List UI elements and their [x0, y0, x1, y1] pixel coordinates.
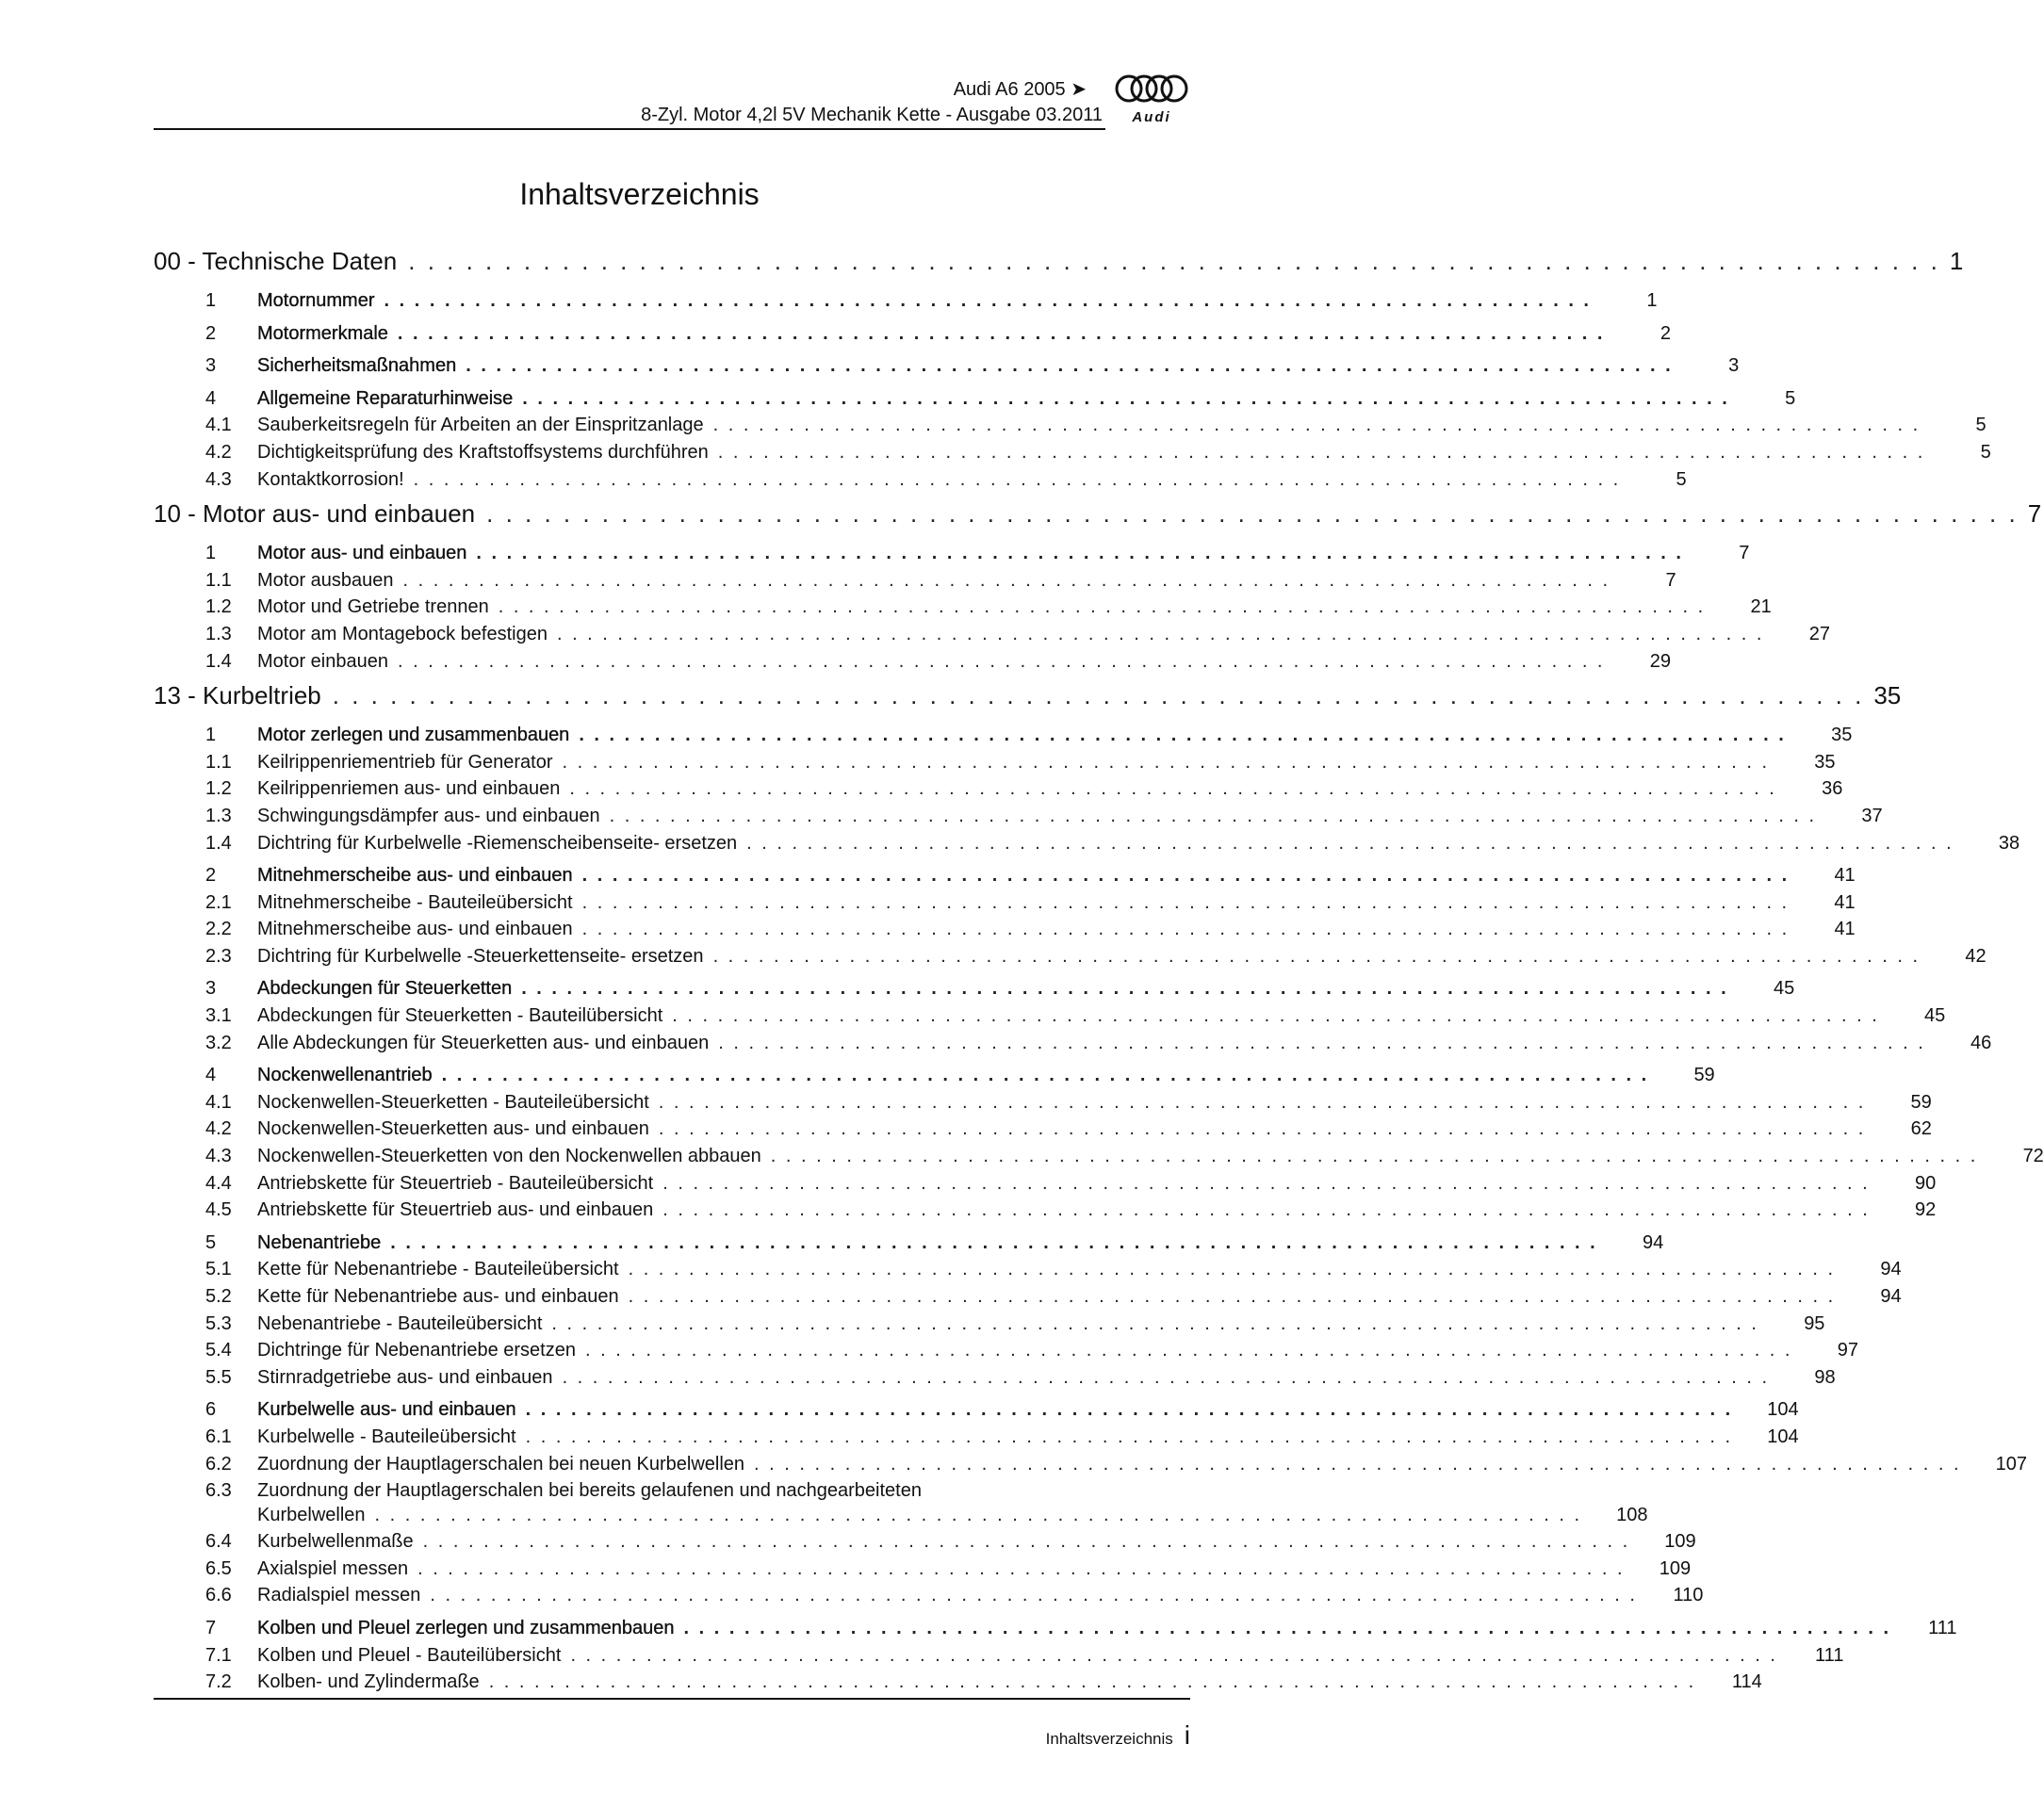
entry-page: 104: [1767, 1399, 1799, 1421]
dot-leader: . . . . . . . . . . . . . . . . . . . . . . . . . . . . . . . . . . . . . . . . . . . . . . . . . . . . . . . . . . . . . . . . . . . . . . . . . . . . . . . .: [384, 290, 1592, 311]
entry-title: Dichtring für Kurbelwelle -Riemenscheibenseite- ersetzen: [257, 832, 738, 854]
dot-leader: . . . . . . . . . . . . . . . . . . . . . . . . . . . . . . . . . . . . . . . . . . . . . . . . . . . . . . . . . . . . . . . . . . . . . . . . . . . . . . . .: [562, 751, 1770, 773]
entry-page: 111: [1815, 1644, 1844, 1666]
dot-leader: . . . . . . . . . . . . . . . . . . . . . . . . . . . . . . . . . . . . . . . . . . . . . . . . . . . . . . . . . . . . . . . . . . . . . . . . . . . . . . . .: [556, 623, 1764, 644]
entry-page: 36: [1822, 778, 1843, 800]
entry-number: 5.1: [205, 1259, 232, 1280]
entry-number: 6.1: [205, 1426, 232, 1447]
entry-number: 4.1: [205, 415, 232, 436]
entry-title: Schwingungsdämpfer aus- und einbauen: [257, 805, 600, 826]
entry-page: 29: [1649, 650, 1671, 672]
chapter-page: 7: [2027, 499, 2042, 529]
toc-entry[interactable]: [154, 778, 1843, 806]
toc-entry[interactable]: [154, 1005, 1946, 1033]
entry-page: 2: [1660, 322, 1671, 344]
dot-leader: . . . . . . . . . . . . . . . . . . . . . . . . . . . . . . . . . . . . . . . . . . . . . . . . . . . . . . . . . . . . . . . . . . . . . . . . . . . . . . . .: [579, 725, 1787, 746]
entry-title: Sauberkeitsregeln für Arbeiten an der Einspritzanlage: [257, 415, 704, 436]
entry-number: 1.4: [205, 832, 232, 854]
table-of-contents: [154, 247, 2044, 1699]
entry-number: 7.1: [205, 1644, 232, 1666]
dot-leader: . . . . . . . . . . . . . . . . . . . . . . . . . . . . . . . . . . . . . . . . . . . . . . . . . . . . . . . . . . . . . . . . . . . . . . . . . . . . . . . .: [521, 978, 1729, 1000]
toc-section[interactable]: [154, 322, 1671, 350]
entry-number: 5.5: [205, 1366, 232, 1388]
entry-number: 4: [205, 387, 217, 409]
toc-entry[interactable]: [154, 832, 2020, 860]
dot-leader: . . . . . . . . . . . . . . . . . . . . . . . . . . . . . . . . . . . . . . . . . . . . . . . . . . . . . . . . . . . . . . . . . . . . . . . . . . . . . . . .: [417, 1557, 1626, 1579]
entry-number: 7.2: [205, 1671, 232, 1693]
entry-page: 90: [1914, 1172, 1937, 1194]
entry-page: 62: [1910, 1118, 1932, 1140]
toc-section[interactable]: [154, 355, 1740, 383]
dot-leader: . . . . . . . . . . . . . . . . . . . . . . . . . . . . . . . . . . . . . . . . . . . . . . . . . . . . . . . . . . . . . . . . . . . . . . . . . . . . . . . .: [628, 1286, 1836, 1307]
toc-entry[interactable]: [154, 415, 1987, 442]
dot-leader: . . . . . . . . . . . . . . . . . . . . . . . . . . . . . . . . . . . . . . . . . . . . . . . . . . . . . . . . . . . . . . . . . . . . . . . . . . . . . . . .: [408, 247, 1940, 275]
toc-entry[interactable]: [154, 468, 1687, 497]
dot-leader: . . . . . . . . . . . . . . . . . . . . . . . . . . . . . . . . . . . . . . . . . . . . . . . . . . . . . . . . . . . . . . . . . . . . . . . . . . . . . . . .: [609, 805, 1817, 826]
toc-chapter[interactable]: [154, 499, 2042, 537]
dot-leader: . . . . . . . . . . . . . . . . . . . . . . . . . . . . . . . . . . . . . . . . . . . . . . . . . . . . . . . . . . . . . . . . . . . . . . . . . . . . . . . .: [712, 945, 1921, 967]
entry-page: 3: [1728, 355, 1740, 377]
dot-leader: . . . . . . . . . . . . . . . . . . . . . . . . . . . . . . . . . . . . . . . . . . . . . . . . . . . . . . . . . . . . . . . . . . . . . . . . . . . . . . . .: [374, 1505, 1582, 1526]
chapter-title: 10 - Motor aus- und einbauen: [154, 499, 476, 529]
entry-page: 21: [1750, 596, 1772, 618]
toc-entry[interactable]: [154, 1480, 1648, 1531]
entry-page: 94: [1642, 1231, 1664, 1253]
toc-entry[interactable]: [154, 1118, 1932, 1146]
entry-title: Keilrippenriemen aus- und einbauen: [257, 778, 561, 800]
entry-page: 45: [1773, 978, 1795, 1000]
entry-page: 111: [1928, 1617, 1957, 1638]
header-model: Audi A6 2005 ➤: [953, 79, 1087, 100]
dot-leader: . . . . . . . . . . . . . . . . . . . . . . . . . . . . . . . . . . . . . . . . . . . . . . . . . . . . . . . . . . . . . . . . . . . . . . . . . . . . . . . .: [332, 681, 1865, 710]
dot-leader: . . . . . . . . . . . . . . . . . . . . . . . . . . . . . . . . . . . . . . . . . . . . . . . . . . . . . . . . . . . . . . . . . . . . . . . . . . . . . . . .: [413, 468, 1621, 490]
audi-rings-icon: [1113, 72, 1190, 106]
toc-section[interactable]: [154, 1399, 1799, 1426]
dot-leader: . . . . . . . . . . . . . . . . . . . . . . . . . . . . . . . . . . . . . . . . . . . . . . . . . . . . . . . . . . . . . . . . . . . . . . . . . . . . . . . .: [402, 569, 1611, 591]
entry-title: Kontaktkorrosion!: [257, 468, 404, 490]
entry-number: 3.1: [205, 1005, 232, 1027]
toc-entry[interactable]: [154, 1671, 1762, 1699]
entry-number: 5.3: [205, 1312, 232, 1334]
header-subtitle: 8-Zyl. Motor 4,2l 5V Mechanik Kette - Ausgabe 03.2011: [641, 105, 1103, 125]
entry-number: 1: [205, 543, 217, 564]
entry-title: Stirnradgetriebe aus- und einbauen: [257, 1366, 553, 1388]
entry-number: 3.2: [205, 1032, 232, 1053]
entry-number: 2: [205, 865, 217, 887]
entry-number: 2.3: [205, 945, 232, 967]
toc-entry[interactable]: [154, 1340, 1858, 1367]
dot-leader: . . . . . . . . . . . . . . . . . . . . . . . . . . . . . . . . . . . . . . . . . . . . . . . . . . . . . . . . . . . . . . . . . . . . . . . . . . . . . . . .: [770, 1146, 1978, 1167]
toc-entry[interactable]: [154, 891, 1856, 920]
dot-leader: . . . . . . . . . . . . . . . . . . . . . . . . . . . . . . . . . . . . . . . . . . . . . . . . . . . . . . . . . . . . . . . . . . . . . . . . . . . . . . . .: [662, 1172, 1871, 1194]
entry-title: Abdeckungen für Steuerketten: [257, 978, 513, 1000]
entry-number: 3: [205, 355, 217, 377]
entry-title: Kolben- und Zylindermaße: [257, 1671, 480, 1693]
entry-page: 7: [1665, 569, 1676, 591]
dot-leader: . . . . . . . . . . . . . . . . . . . . . . . . . . . . . . . . . . . . . . . . . . . . . . . . . . . . . . . . . . . . . . . . . . . . . . . . . . . . . . . .: [569, 778, 1777, 800]
toc-section[interactable]: [154, 543, 1750, 570]
entry-number: 5.4: [205, 1340, 232, 1361]
toc-entry[interactable]: [154, 805, 1883, 833]
toc-entry[interactable]: [154, 1585, 1704, 1612]
entry-number: 1.1: [205, 569, 232, 591]
toc-chapter[interactable]: [154, 247, 1964, 285]
entry-number: 4.2: [205, 441, 232, 463]
entry-title: Kette für Nebenantriebe - Bauteileübersicht: [257, 1259, 619, 1280]
entry-page: 108: [1616, 1505, 1648, 1526]
entry-page: 107: [1995, 1453, 2028, 1475]
dot-leader: . . . . . . . . . . . . . . . . . . . . . . . . . . . . . . . . . . . . . . . . . . . . . . . . . . . . . . . . . . . . . . . . . . . . . . . . . . . . . . . .: [581, 891, 1790, 913]
toc-entry[interactable]: [154, 1557, 1692, 1586]
entry-number: 5.2: [205, 1286, 232, 1307]
entry-title: Kurbelwelle - Bauteileübersicht: [257, 1426, 516, 1447]
entry-title: Motor aus- und einbauen: [257, 543, 467, 564]
entry-number: 4.1: [205, 1091, 232, 1113]
entry-title: Mitnehmerscheibe aus- und einbauen: [257, 919, 573, 940]
toc-entry[interactable]: [154, 1366, 1836, 1394]
page-header: [154, 72, 1190, 128]
entry-title: Nockenwellen-Steuerketten von den Nockenwellen abbauen: [257, 1146, 761, 1167]
header-divider: [154, 128, 1105, 130]
toc-entry[interactable]: [154, 1199, 1937, 1227]
entry-title: Alle Abdeckungen für Steuerketten aus- und einbauen: [257, 1032, 710, 1053]
entry-title: Mitnehmerscheibe aus- und einbauen: [257, 865, 573, 887]
dot-leader: . . . . . . . . . . . . . . . . . . . . . . . . . . . . . . . . . . . . . . . . . . . . . . . . . . . . . . . . . . . . . . . . . . . . . . . . . . . . . . . .: [397, 322, 1605, 344]
toc-entry[interactable]: [154, 650, 1671, 678]
entry-page: 41: [1834, 865, 1856, 887]
toc-entry[interactable]: [154, 1531, 1696, 1558]
toc-entry[interactable]: [154, 1644, 1844, 1672]
dot-leader: . . . . . . . . . . . . . . . . . . . . . . . . . . . . . . . . . . . . . . . . . . . . . . . . . . . . . . . . . . . . . . . . . . . . . . . . . . . . . . . .: [672, 1005, 1880, 1027]
entry-title: Dichtringe für Nebenantriebe ersetzen: [257, 1340, 576, 1361]
entry-number: 4.4: [205, 1172, 232, 1194]
entry-number: 1.4: [205, 650, 232, 672]
entry-title: Nockenwellen-Steuerketten aus- und einbauen: [257, 1118, 649, 1140]
page-title: Inhaltsverzeichnis: [519, 177, 760, 211]
entry-page: 41: [1834, 919, 1856, 940]
entry-number: 4: [205, 1065, 217, 1086]
entry-page: 92: [1915, 1199, 1937, 1221]
entry-title: Motor einbauen: [257, 650, 388, 672]
toc-section[interactable]: [154, 725, 1853, 752]
entry-page: 27: [1808, 623, 1830, 644]
toc-entry[interactable]: [154, 751, 1836, 779]
toc-entry[interactable]: [154, 596, 1772, 624]
dot-leader: . . . . . . . . . . . . . . . . . . . . . . . . . . . . . . . . . . . . . . . . . . . . . . . . . . . . . . . . . . . . . . . . . . . . . . . . . . . . . . . .: [522, 387, 1730, 409]
toc-entry[interactable]: [154, 623, 1830, 651]
entry-page: 5: [1676, 468, 1687, 490]
entry-title: Zuordnung der Hauptlagerschalen bei neuen Kurbelwellen: [257, 1453, 745, 1475]
entry-title: Kolben und Pleuel - Bauteilübersicht: [257, 1644, 562, 1666]
entry-number: 1.1: [205, 751, 232, 773]
dot-leader: . . . . . . . . . . . . . . . . . . . . . . . . . . . . . . . . . . . . . . . . . . . . . . . . . . . . . . . . . . . . . . . . . . . . . . . . . . . . . . . .: [562, 1366, 1770, 1388]
entry-title: Motor zerlegen und zusammenbauen: [257, 725, 570, 746]
entry-page: 41: [1834, 891, 1856, 913]
footer-divider: [154, 1698, 1190, 1700]
entry-page: 97: [1837, 1340, 1858, 1361]
entry-title: Kette für Nebenantriebe aus- und einbauen: [257, 1286, 619, 1307]
entry-page: 59: [1910, 1091, 1932, 1113]
entry-title: Keilrippenriementrieb für Generator: [257, 751, 553, 773]
entry-page: 72: [2022, 1146, 2044, 1167]
entry-title: Abdeckungen für Steuerketten - Bauteilübersicht: [257, 1005, 663, 1027]
chapter-page: 35: [1873, 681, 1902, 710]
toc-section[interactable]: [154, 978, 1795, 1005]
entry-title: Nockenwellen-Steuerketten - Bauteileübersicht: [257, 1091, 649, 1113]
dot-leader: . . . . . . . . . . . . . . . . . . . . . . . . . . . . . . . . . . . . . . . . . . . . . . . . . . . . . . . . . . . . . . . . . . . . . . . . . . . . . . . .: [466, 355, 1674, 377]
entry-number: 6: [205, 1399, 217, 1421]
entry-title: Nebenantriebe: [257, 1231, 382, 1253]
entry-page: 98: [1814, 1366, 1836, 1388]
dot-leader: . . . . . . . . . . . . . . . . . . . . . . . . . . . . . . . . . . . . . . . . . . . . . . . . . . . . . . . . . . . . . . . . . . . . . . . . . . . . . . . .: [754, 1453, 1962, 1475]
entry-number: 6.6: [205, 1585, 232, 1606]
dot-leader: . . . . . . . . . . . . . . . . . . . . . . . . . . . . . . . . . . . . . . . . . . . . . . . . . . . . . . . . . . . . . . . . . . . . . . . . . . . . . . . .: [718, 1032, 1926, 1053]
entry-title: Motor und Getriebe trennen: [257, 596, 489, 618]
entry-title: Motor am Montagebock befestigen: [257, 623, 548, 644]
entry-page: 114: [1731, 1671, 1762, 1693]
dot-leader: . . . . . . . . . . . . . . . . . . . . . . . . . . . . . . . . . . . . . . . . . . . . . . . . . . . . . . . . . . . . . . . . . . . . . . . . . . . . . . . .: [584, 1340, 1792, 1361]
entry-title: Kurbelwelle aus- und einbauen: [257, 1399, 516, 1421]
dot-leader: . . . . . . . . . . . . . . . . . . . . . . . . . . . . . . . . . . . . . . . . . . . . . . . . . . . . . . . . . . . . . . . . . . . . . . . . . . . . . . . .: [658, 1091, 1866, 1113]
chapter-page: 1: [1949, 247, 1964, 275]
entry-number: 3: [205, 978, 217, 1000]
entry-title: Motor ausbauen: [257, 569, 394, 591]
entry-page: 59: [1693, 1065, 1715, 1086]
toc-section[interactable]: [154, 1231, 1664, 1260]
entry-title: Sicherheitsmaßnahmen: [257, 355, 457, 377]
entry-page: 38: [1998, 832, 2020, 854]
entry-page: 5: [1975, 415, 1987, 436]
entry-number: 7: [205, 1617, 217, 1638]
entry-number: 1.3: [205, 805, 232, 826]
entry-page: 95: [1804, 1312, 1825, 1334]
dot-leader: . . . . . . . . . . . . . . . . . . . . . . . . . . . . . . . . . . . . . . . . . . . . . . . . . . . . . . . . . . . . . . . . . . . . . . . . . . . . . . . .: [628, 1259, 1836, 1280]
entry-title: Dichtigkeitsprüfung des Kraftstoffsystems durchführen: [257, 441, 709, 463]
dot-leader: . . . . . . . . . . . . . . . . . . . . . . . . . . . . . . . . . . . . . . . . . . . . . . . . . . . . . . . . . . . . . . . . . . . . . . . . . . . . . . . .: [570, 1644, 1778, 1666]
entry-title: Kurbelwellenmaße: [257, 1531, 414, 1553]
entry-number: 5: [205, 1231, 217, 1253]
entry-number: 2.1: [205, 891, 232, 913]
toc-entry[interactable]: [154, 569, 1676, 597]
entry-page: 5: [1980, 441, 1991, 463]
entry-page: 7: [1739, 543, 1750, 564]
entry-page: 35: [1814, 751, 1836, 773]
dot-leader: . . . . . . . . . . . . . . . . . . . . . . . . . . . . . . . . . . . . . . . . . . . . . . . . . . . . . . . . . . . . . . . . . . . . . . . . . . . . . . . .: [488, 1671, 1696, 1693]
entry-title: Axialspiel messen: [257, 1557, 409, 1579]
entry-number: 6.3: [205, 1480, 232, 1502]
audi-logo: [1113, 72, 1190, 128]
entry-number: 1: [205, 290, 217, 311]
page-footer: [1046, 1720, 1190, 1751]
dot-leader: . . . . . . . . . . . . . . . . . . . . . . . . . . . . . . . . . . . . . . . . . . . . . . . . . . . . . . . . . . . . . . . . . . . . . . . . . . . . . . . .: [525, 1426, 1733, 1447]
entry-number: 4.3: [205, 1146, 232, 1167]
entry-page: 1: [1646, 290, 1658, 311]
dot-leader: . . . . . . . . . . . . . . . . . . . . . . . . . . . . . . . . . . . . . . . . . . . . . . . . . . . . . . . . . . . . . . . . . . . . . . . . . . . . . . . .: [498, 596, 1706, 618]
toc-entry[interactable]: [154, 1259, 1902, 1286]
dot-leader: . . . . . . . . . . . . . . . . . . . . . . . . . . . . . . . . . . . . . . . . . . . . . . . . . . . . . . . . . . . . . . . . . . . . . . . . . . . . . . . .: [422, 1531, 1630, 1553]
audi-logo-text: Audi: [1132, 109, 1171, 125]
dot-leader: . . . . . . . . . . . . . . . . . . . . . . . . . . . . . . . . . . . . . . . . . . . . . . . . . . . . . . . . . . . . . . . . . . . . . . . . . . . . . . . .: [662, 1199, 1871, 1221]
toc-entry[interactable]: [154, 919, 1856, 946]
toc-entry[interactable]: [154, 1312, 1825, 1341]
entry-title-continued: Kurbelwellen: [257, 1505, 366, 1526]
entry-page: 94: [1880, 1286, 1902, 1307]
entry-number: 2: [205, 322, 217, 344]
entry-title: Mitnehmerscheibe - Bauteileübersicht: [257, 891, 573, 913]
entry-number: 4.5: [205, 1199, 232, 1221]
toc-section[interactable]: [154, 865, 1856, 892]
chapter-title: 13 - Kurbeltrieb: [154, 681, 321, 710]
chapter-title: 00 - Technische Daten: [154, 247, 398, 275]
entry-number: 1.2: [205, 778, 232, 800]
dot-leader: . . . . . . . . . . . . . . . . . . . . . . . . . . . . . . . . . . . . . . . . . . . . . . . . . . . . . . . . . . . . . . . . . . . . . . . . . . . . . . . .: [476, 543, 1684, 564]
entry-number: 1: [205, 725, 217, 746]
entry-page: 109: [1659, 1557, 1692, 1579]
entry-title: Radialspiel messen: [257, 1585, 421, 1606]
dot-leader: . . . . . . . . . . . . . . . . . . . . . . . . . . . . . . . . . . . . . . . . . . . . . . . . . . . . . . . . . . . . . . . . . . . . . . . . . . . . . . . .: [746, 832, 1954, 854]
entry-title: Allgemeine Reparaturhinweise: [257, 387, 514, 409]
entry-number: 6.5: [205, 1557, 232, 1579]
toc-entry[interactable]: [154, 945, 1987, 973]
entry-title: Zuordnung der Hauptlagerschalen bei bereits gelaufenen und nachgearbeiteten: [257, 1480, 922, 1502]
dot-leader: . . . . . . . . . . . . . . . . . . . . . . . . . . . . . . . . . . . . . . . . . . . . . . . . . . . . . . . . . . . . . . . . . . . . . . . . . . . . . . . .: [525, 1399, 1733, 1421]
entry-number: 4.3: [205, 468, 232, 490]
entry-page: 35: [1831, 725, 1853, 746]
dot-leader: . . . . . . . . . . . . . . . . . . . . . . . . . . . . . . . . . . . . . . . . . . . . . . . . . . . . . . . . . . . . . . . . . . . . . . . . . . . . . . . .: [581, 919, 1790, 940]
entry-page: 5: [1785, 387, 1796, 409]
entry-page: 46: [1970, 1032, 1992, 1053]
toc-entry[interactable]: [154, 1146, 2044, 1173]
dot-leader: . . . . . . . . . . . . . . . . . . . . . . . . . . . . . . . . . . . . . . . . . . . . . . . . . . . . . . . . . . . . . . . . . . . . . . . . . . . . . . . .: [390, 1231, 1598, 1253]
dot-leader: . . . . . . . . . . . . . . . . . . . . . . . . . . . . . . . . . . . . . . . . . . . . . . . . . . . . . . . . . . . . . . . . . . . . . . . . . . . . . . . .: [581, 865, 1790, 887]
toc-entry[interactable]: [154, 1172, 1937, 1200]
toc-entry[interactable]: [154, 1286, 1902, 1313]
dot-leader: . . . . . . . . . . . . . . . . . . . . . . . . . . . . . . . . . . . . . . . . . . . . . . . . . . . . . . . . . . . . . . . . . . . . . . . . . . . . . . . .: [717, 441, 1925, 463]
toc-entry[interactable]: [154, 1032, 1992, 1060]
entry-title: Nockenwellenantrieb: [257, 1065, 433, 1086]
entry-number: 6.4: [205, 1531, 232, 1553]
dot-leader: . . . . . . . . . . . . . . . . . . . . . . . . . . . . . . . . . . . . . . . . . . . . . . . . . . . . . . . . . . . . . . . . . . . . . . . . . . . . . . . .: [658, 1118, 1866, 1140]
toc-entry[interactable]: [154, 1453, 2028, 1481]
entry-title: Nebenantriebe - Bauteileübersicht: [257, 1312, 543, 1334]
entry-page: 37: [1861, 805, 1883, 826]
footer-page-number: i: [1184, 1720, 1190, 1750]
toc-section[interactable]: [154, 290, 1658, 318]
toc-section[interactable]: [154, 1065, 1715, 1092]
dot-leader: . . . . . . . . . . . . . . . . . . . . . . . . . . . . . . . . . . . . . . . . . . . . . . . . . . . . . . . . . . . . . . . . . . . . . . . . . . . . . . . .: [712, 415, 1921, 436]
toc-section[interactable]: [154, 1617, 1957, 1645]
footer-label: Inhaltsverzeichnis: [1045, 1730, 1173, 1748]
toc-section[interactable]: [154, 387, 1796, 416]
entry-title: Kolben und Pleuel zerlegen und zusammenbauen: [257, 1617, 675, 1638]
toc-entry[interactable]: [154, 441, 1991, 469]
entry-number: 2.2: [205, 919, 232, 940]
dot-leader: . . . . . . . . . . . . . . . . . . . . . . . . . . . . . . . . . . . . . . . . . . . . . . . . . . . . . . . . . . . . . . . . . . . . . . . . . . . . . . . .: [397, 650, 1605, 672]
entry-page: 42: [1965, 945, 1987, 967]
dot-leader: . . . . . . . . . . . . . . . . . . . . . . . . . . . . . . . . . . . . . . . . . . . . . . . . . . . . . . . . . . . . . . . . . . . . . . . . . . . . . . . .: [430, 1585, 1638, 1606]
entry-title: Motormerkmale: [257, 322, 388, 344]
entry-number: 6.2: [205, 1453, 232, 1475]
entry-page: 104: [1767, 1426, 1799, 1447]
entry-page: 109: [1664, 1531, 1696, 1553]
entry-page: 110: [1673, 1585, 1704, 1606]
dot-leader: . . . . . . . . . . . . . . . . . . . . . . . . . . . . . . . . . . . . . . . . . . . . . . . . . . . . . . . . . . . . . . . . . . . . . . . . . . . . . . . .: [486, 499, 2019, 529]
toc-chapter[interactable]: [154, 681, 1902, 719]
entry-page: 45: [1924, 1005, 1946, 1027]
dot-leader: . . . . . . . . . . . . . . . . . . . . . . . . . . . . . . . . . . . . . . . . . . . . . . . . . . . . . . . . . . . . . . . . . . . . . . . . . . . . . . . .: [441, 1065, 1649, 1086]
entry-title: Dichtring für Kurbelwelle -Steuerkettenseite- ersetzen: [257, 945, 704, 967]
entry-number: 4.2: [205, 1118, 232, 1140]
entry-title: Antriebskette für Steuertrieb aus- und einbauen: [257, 1199, 654, 1221]
dot-leader: . . . . . . . . . . . . . . . . . . . . . . . . . . . . . . . . . . . . . . . . . . . . . . . . . . . . . . . . . . . . . . . . . . . . . . . . . . . . . . . .: [551, 1312, 1759, 1334]
entry-number: 1.3: [205, 623, 232, 644]
toc-entry[interactable]: [154, 1426, 1799, 1454]
entry-page: 94: [1880, 1259, 1902, 1280]
entry-title: Motornummer: [257, 290, 375, 311]
dot-leader: . . . . . . . . . . . . . . . . . . . . . . . . . . . . . . . . . . . . . . . . . . . . . . . . . . . . . . . . . . . . . . . . . . . . . . . . . . . . . . . .: [683, 1617, 1891, 1638]
entry-title: Antriebskette für Steuertrieb - Bauteileübersicht: [257, 1172, 654, 1194]
entry-number: 1.2: [205, 596, 232, 618]
toc-entry[interactable]: [154, 1091, 1932, 1119]
